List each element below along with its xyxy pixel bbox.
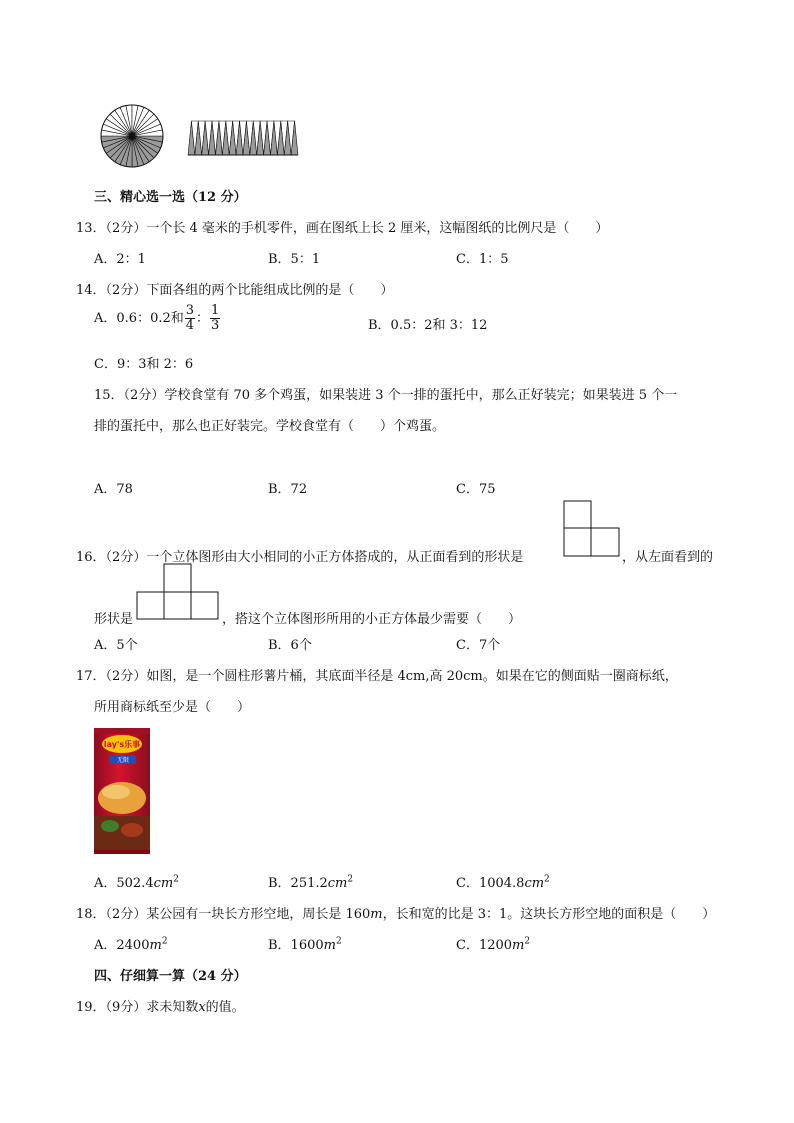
question-16-option-a[interactable]: A．5个 (94, 638, 138, 653)
question-17-stem-line2: 所用商标纸至少是（ ） (94, 700, 251, 715)
front-view-figure (563, 500, 621, 558)
rearranged-strip-figure (184, 119, 302, 159)
section-four-title: 四、仔细算一算（24 分） (94, 969, 247, 984)
question-16-stem-part1: 16．（2分）一个立体图形由大小相同的小正方体搭成的，从正面看到的形状是 (76, 550, 524, 565)
question-14-option-b[interactable]: B．0.5：2和 3：12 (368, 318, 488, 333)
question-13-option-c[interactable]: C．1：5 (456, 252, 509, 267)
question-13-option-b[interactable]: B．5：1 (268, 252, 321, 267)
ratio-sign: ： (196, 311, 210, 326)
fraction-one-third: $\frac{1}{3}$ (211, 303, 220, 333)
section-three-title: 三、精心选一选（12 分） (94, 190, 247, 205)
question-14-stem: 14．（2分）下面各组的两个比能组成比例的是（ ） (76, 283, 394, 298)
question-13-option-a[interactable]: A．2：1 (94, 252, 146, 267)
question-14-option-a[interactable] (94, 304, 221, 333)
circle-sectors-figure (94, 104, 174, 170)
question-18-option-c[interactable]: C．$1200m^2$ (456, 936, 531, 953)
option-a-text: A．0.6：0.2和 (94, 311, 184, 326)
can-brand-text: lay's乐事 (103, 740, 141, 749)
question-16-stem-part2: ，从左面看到的 (622, 550, 714, 565)
question-16-option-c[interactable]: C．7个 (456, 638, 501, 653)
question-15-stem-line2: 排的蛋托中，那么也正好装完。学校食堂有（ ）个鸡蛋。 (94, 419, 446, 434)
question-16-option-b[interactable]: B．6个 (268, 638, 312, 653)
question-19-stem: 19．（9分）求未知数x的值。 (76, 1000, 245, 1015)
question-18-option-b[interactable]: B．$1600m^2$ (268, 936, 342, 953)
question-15-option-c[interactable]: C．75 (456, 482, 496, 497)
question-17-option-a[interactable]: A．$502.4cm^2$ (94, 874, 179, 891)
question-13-stem: 13．（2分）一个长 4 毫米的手机零件，画在图纸上长 2 厘米，这幅图纸的比例尺是（ ） (76, 221, 609, 236)
question-18-option-a[interactable]: A．$2400m^2$ (94, 936, 168, 953)
left-view-figure (136, 563, 220, 621)
question-17-option-c[interactable]: C．$1004.8cm^2$ (456, 874, 550, 891)
question-14-option-c[interactable]: C．9：3和 2：6 (94, 357, 194, 372)
question-15-stem-line1: 15．（2分）学校食堂有 70 多个鸡蛋，如果装进 3 个一排的蛋托中，那么正好装完；如果装进 5 个一 (94, 388, 678, 403)
question-16-stem-part3: 形状是 (94, 612, 134, 627)
question-15-option-a[interactable]: A．78 (94, 482, 133, 497)
fraction-three-fourths: $\frac{3}{4}$ (185, 303, 195, 333)
question-17-stem-line1: 17．（2分）如图，是一个圆柱形薯片桶，其底面半径是 4cm,高 20cm。如果在它的侧面贴一圈商标纸， (76, 669, 678, 684)
question-18-stem: 18．（2分）某公园有一块长方形空地，周长是 160m，长和宽的比是 3：1。这块长方形空地的面积是（ ） (76, 907, 716, 922)
chip-can-image (92, 726, 152, 856)
can-sub-text: 无限 (116, 757, 130, 764)
question-15-option-b[interactable]: B．72 (268, 482, 308, 497)
question-17-option-b[interactable]: B．$251.2cm^2$ (268, 874, 354, 891)
question-16-stem-part4: ，搭这个立体图形所用的小正方体最少需要（ ） (222, 612, 522, 627)
